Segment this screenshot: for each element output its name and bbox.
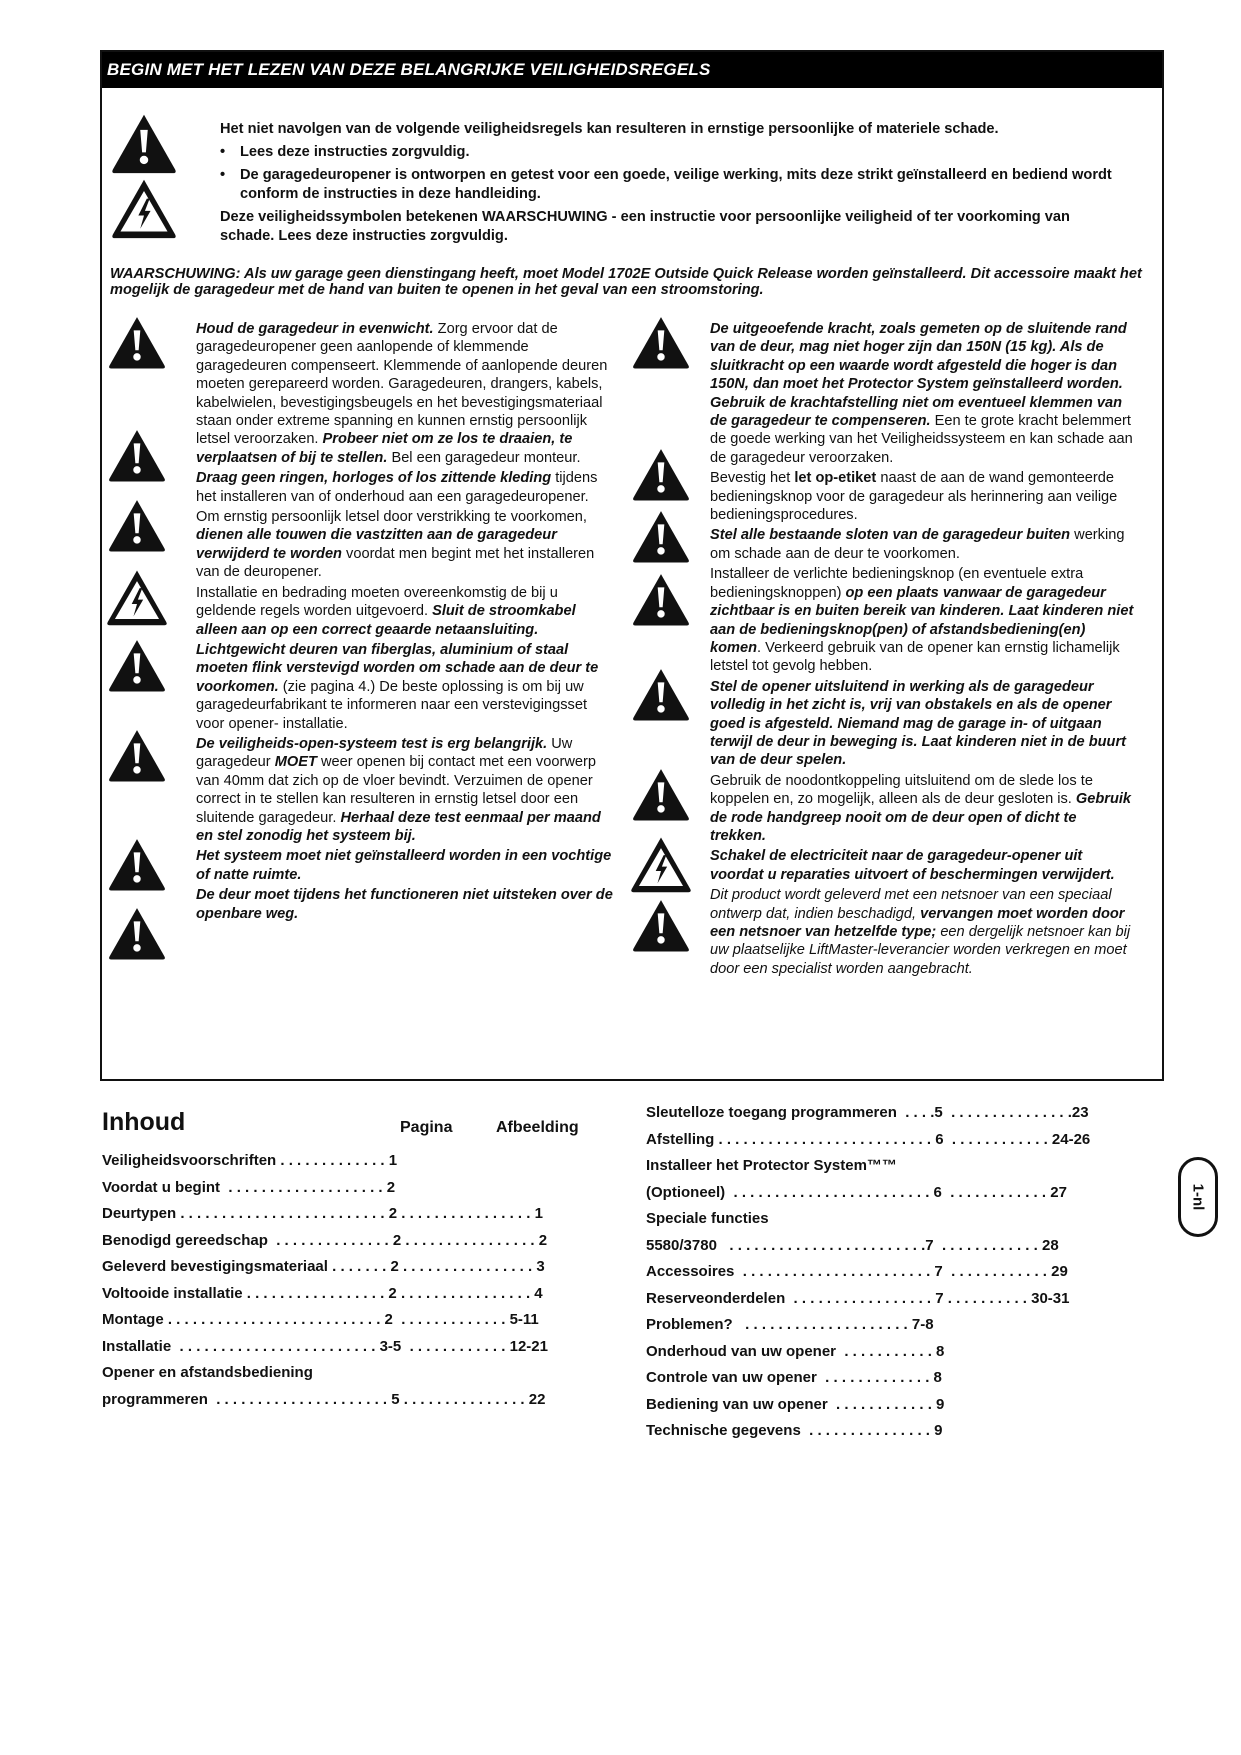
- toc-entry: programmeren . . . . . . . . . . . . . . . . . . . . . 5 . . . . . . . . . . . . . . . 22: [102, 1390, 546, 1408]
- toc-entry: Voordat u begint . . . . . . . . . . . . . . . . . . . 2: [102, 1178, 396, 1196]
- toc-entry: Controle van uw opener . . . . . . . . . . . . . 8: [646, 1369, 942, 1386]
- intro-block: [220, 120, 1120, 250]
- toc-entry: Technische gegevens . . . . . . . . . . . . . . . 9: [646, 1422, 943, 1439]
- intro-list: [220, 143, 1120, 204]
- toc-entry: Deurtypen . . . . . . . . . . . . . . . . . . . . . . . . . 2 . . . . . . . . . . . . . . . . 1: [102, 1205, 543, 1222]
- warning-exclamation-icon: [108, 835, 166, 893]
- rule-wet-area: Het systeem moet niet geïnstalleerd worden in een vochtige of natte ruimte.: [196, 848, 612, 883]
- rule-balance: Houd de garagedeur in evenwicht. Zorg ervoor dat de garagedeuropener geen aanlopende of klemmende garagedeuren compenseert. Klemmende of aanlopende deuren moeten gerepareerd worden. Garagedeuren, drangers, kabels, kabelwielen, bevestigingsbeugels en het bevestigingsmateriaal staan onder extreme spanning en kunnen ernstig persoonlijk letsel veroorzaken. Probeer niet om ze los te draaien, te verplaatsen of bij te stellen. Bel een garagedeur monteur.: [196, 321, 608, 466]
- toc-left-list: [102, 1148, 622, 1413]
- safety-banner: BEGIN MET HET LEZEN VAN DEZE BELANGRIJKE VEILIGHEIDSREGELS: [102, 52, 1162, 88]
- toc-entry: Opener en afstandsbediening: [102, 1364, 313, 1381]
- warning-exclamation-icon: [108, 726, 166, 784]
- intro-line: Het niet navolgen van de volgende veiligheidsregels kan resulteren in ernstige persoonlijke of materiele schade.: [220, 121, 999, 137]
- language-tab: [1178, 1157, 1218, 1237]
- outside-release-warning: WAARSCHUWING: Als uw garage geen dienstingang heeft, moet Model 1702E Outside Quick Release worden geïnstalleerd. Dit accessoire maakt het mogelijk de garagedeur met de hand van buiten te openen in het geval van een stroomstoring.: [110, 266, 1142, 298]
- toc-entry: Installeer het Protector System™™: [646, 1157, 897, 1174]
- rule-control-button: Installeer de verlichte bedieningsknop (en eventuele extra bedieningsknoppen) op een plaats vanwaar de garagedeur zichtbaar is en buiten bereik van kinderen. Laat kinderen niet aan de bedieningsknop(pen) of afstandsbediening(en) komen. Verkeerd gebruik van de opener kan ernstig lichamelijk letstel tot gevolg hebben.: [710, 566, 1134, 675]
- warning-exclamation-icon: [632, 665, 690, 723]
- rule-power-cord: Dit product wordt geleverd met een netsnoer van een speciaal ontwerp dat, indien beschadigd, vervangen moet worden door een netsnoer van hetzelfde type; een dergelijk netsnoer kan bij uw plaatselijke LiftMaster-leverancier worden verkregen en moet door een specialist worden aangebracht.: [710, 887, 1131, 977]
- right-safety-column: [710, 320, 1135, 980]
- toc-entry: Veiligheidsvoorschriften . . . . . . . . . . . . . 1: [102, 1152, 398, 1169]
- warning-exclamation-icon: [108, 636, 166, 694]
- rule-electricity: Schakel de electriciteit naar de garagedeur-opener uit voordat u reparaties uitvoert of beschermingen verwijdert.: [710, 848, 1115, 883]
- warning-exclamation-icon: [632, 570, 690, 628]
- toc-entry: Bediening van uw opener . . . . . . . . . . . . 9: [646, 1395, 945, 1413]
- rule-force: De uitgeoefende kracht, zoals gemeten op de sluitende rand van de deur, mag niet hoger zijn dan 150N (15 kg). Als de sluitkracht op een waarde wordt afgesteld die hoger is dan 150N, dan moet het Protector System geïnstalleerd worden. Gebruik de krachtafstelling niet om eventueel klemmen van de garagedeur te compenseren. Een te grote kracht belemmert de goede werking van het Veiligheidssysteem en kan schade aan de garagedeur veroorzaken.: [710, 321, 1133, 466]
- warning-exclamation-icon: [108, 313, 166, 371]
- warning-electric-icon: [106, 567, 168, 627]
- warning-electric-icon: [110, 176, 178, 240]
- warning-electric-icon: [630, 834, 692, 894]
- toc-title: Inhoud: [102, 1108, 186, 1136]
- rule-locks: Stel alle bestaande sloten van de garagedeur buiten werking om schade aan de deur te voorkomen.: [710, 527, 1125, 562]
- warning-exclamation-icon: [632, 765, 690, 823]
- left-safety-column: [196, 320, 616, 925]
- toc-entry: Benodigd gereedschap . . . . . . . . . . . . . . 2 . . . . . . . . . . . . . . . . 2: [102, 1231, 548, 1249]
- warning-exclamation-icon: [632, 507, 690, 565]
- toc-entry: Speciale functies: [646, 1210, 769, 1227]
- rule-jewelry: Draag geen ringen, horloges of los zittende kleding tijdens het installeren van of onderhoud aan een garagedeuropener.: [196, 470, 598, 505]
- intro-bullet: • De garagedeuropener is ontworpen en getest voor een goede, veilige werking, mits deze strikt geïnstalleerd en bediend wordt conform de instructies in deze handleiding.: [220, 166, 1120, 204]
- language-tab-label: 1-nl: [1189, 1183, 1207, 1211]
- rule-release: Gebruik de noodontkoppeling uitsluitend om de slede los te koppelen en, zo mogelijk, alleen als de deur gesloten is. Gebruik de rode handgreep nooit om de deur open of dicht te trekken.: [710, 772, 1132, 844]
- toc-entry: Montage . . . . . . . . . . . . . . . . . . . . . . . . . . 2 . . . . . . . . . . . . . 5-11: [102, 1311, 539, 1328]
- intro-bullet: • Lees deze instructies zorgvuldig.: [220, 143, 1120, 162]
- rule-public-road: De deur moet tijdens het functioneren niet uitsteken over de openbare weg.: [196, 887, 613, 922]
- toc-entry: Installatie . . . . . . . . . . . . . . . . . . . . . . . . 3-5 . . . . . . . . . . . . 12-21: [102, 1337, 548, 1355]
- rule-wiring: Installatie en bedrading moeten overeenkomstig de bij u geldende regels worden uitgevoerd. Sluit de stroomkabel alleen aan op een correct geaarde netaansluiting.: [196, 584, 576, 638]
- intro-symbols-line: Deze veiligheidssymbolen betekenen WAARSCHUWING - een instructie voor persoonlijke veiligheid of ter voorkoming van schade. Lees deze instructies zorgvuldig.: [220, 209, 1070, 244]
- toc-entry: Afstelling . . . . . . . . . . . . . . . . . . . . . . . . . . 6 . . . . . . . . . . . . 24-26: [646, 1130, 1091, 1148]
- rule-ropes: Om ernstig persoonlijk letsel door verstrikking te voorkomen, dienen alle touwen die vastzitten aan de garagedeur verwijderd te worden voordat men begint met het installeren van de deuropener.: [196, 509, 595, 581]
- toc-entry: Problemen? . . . . . . . . . . . . . . . . . . . . 7-8: [646, 1316, 934, 1333]
- toc-entry: Sleutelloze toegang programmeren . . . .5 . . . . . . . . . . . . . . .23: [646, 1104, 1089, 1121]
- toc-entry: Accessoires . . . . . . . . . . . . . . . . . . . . . . . 7 . . . . . . . . . . . . 29: [646, 1263, 1068, 1280]
- warning-exclamation-icon: [632, 313, 690, 371]
- warning-exclamation-icon: [632, 445, 690, 503]
- toc-entry: Geleverd bevestigingsmateriaal . . . . . . . 2 . . . . . . . . . . . . . . . . 3: [102, 1258, 545, 1275]
- warning-exclamation-icon: [108, 496, 166, 554]
- toc-col-afbeelding: Afbeelding: [496, 1119, 579, 1136]
- rule-lightweight-doors: Lichtgewicht deuren van fiberglas, aluminium of staal moeten flink verstevigd worden om schade aan de deur te voorkomen. (zie pagina 4.) De beste oplossing is om bij uw garagedeurfabrikant te informeren naar een verstevigingsset voor opener- installatie.: [196, 641, 599, 732]
- warning-exclamation-icon: [108, 904, 166, 962]
- toc-right-list: [646, 1100, 1166, 1445]
- rule-label: Bevestig het let op-etiket naast de aan de wand gemonteerde bedieningsknop voor de garagedeur als herinnering aan veilige bedieningsprocedures.: [710, 470, 1118, 524]
- toc-entry: Onderhoud van uw opener . . . . . . . . . . . 8: [646, 1342, 945, 1360]
- toc-entry: Reserveonderdelen . . . . . . . . . . . . . . . . . 7 . . . . . . . . . . 30-31: [646, 1289, 1070, 1307]
- toc-col-pagina: Pagina: [400, 1119, 453, 1136]
- rule-safety-test: De veiligheids-open-systeem test is erg belangrijk. Uw garagedeur MOET weer openen bij contact met een voorwerp van 40mm dat zich op de vloer bevindt. Verzuimen de opener correct in te stellen kan resulteren in ernstig letsel door een sluitende garagedeur. Herhaal deze test eenmaal per maand en stel zonodig het systeem bij.: [196, 735, 601, 844]
- warning-exclamation-icon: [108, 426, 166, 484]
- warning-exclamation-icon: [110, 111, 178, 175]
- warning-exclamation-icon: [632, 896, 690, 954]
- toc-entry: (Optioneel) . . . . . . . . . . . . . . . . . . . . . . . . 6 . . . . . . . . . . . . 27: [646, 1183, 1067, 1201]
- toc-entry: Voltooide installatie . . . . . . . . . . . . . . . . . 2 . . . . . . . . . . . . . . . . 4: [102, 1284, 543, 1302]
- toc-entry: 5580/3780 . . . . . . . . . . . . . . . . . . . . . . . .7 . . . . . . . . . . . . 28: [646, 1236, 1059, 1254]
- rule-visibility: Stel de opener uitsluitend in werking als de garagedeur volledig in het zicht is, vrij van obstakels en als de opener goed is afgesteld. Niemand mag de garage in- of uitgaan terwijl de deur in beweging is. Laat kinderen niet in de buurt van de deur spelen.: [710, 678, 1126, 769]
